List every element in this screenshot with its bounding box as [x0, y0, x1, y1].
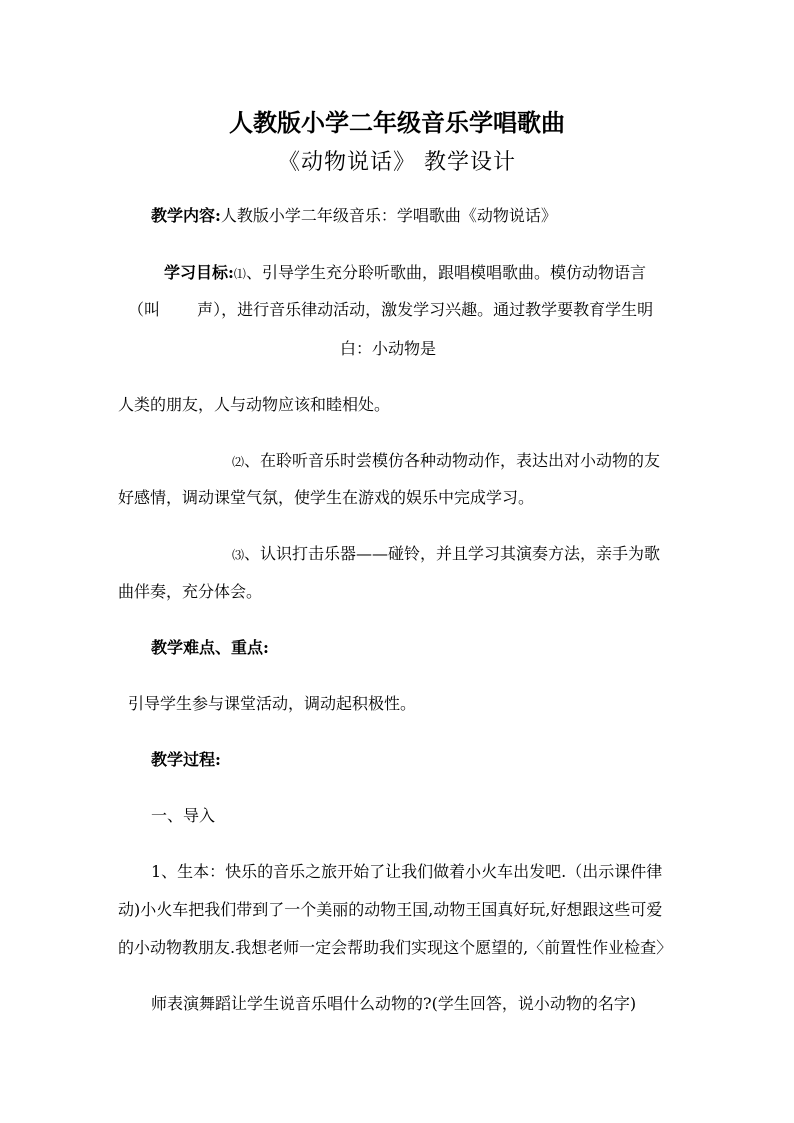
- goal3-text1: 、认识打击乐器——碰铃，并且学习其演奏方法，亲手为歌: [244, 544, 661, 563]
- goals-label: 学习目标:: [164, 263, 234, 282]
- goal1-text1: 、引导学生充分聆听歌曲，跟唱模唱歌曲。模仿动物语言: [245, 263, 646, 282]
- difficulty-text: 引导学生参与课堂活动，调动起积极性。: [128, 694, 417, 713]
- goal3-number: ⑶: [232, 548, 245, 562]
- goal3-line1: [232, 544, 660, 565]
- goal1-line4: 人类的朋友，人与动物应该和睦相处。: [118, 395, 391, 414]
- content-text: 人教版小学二年级音乐：学唱歌曲《动物说话》: [220, 206, 557, 225]
- content-paragraph: [151, 206, 557, 226]
- goal1-line3: 白：小动物是: [340, 339, 437, 358]
- item2-text: 师表演舞蹈让学生说音乐唱什么动物的?(学生回答，说小动物的名字): [151, 994, 637, 1013]
- goal1-line1: [164, 263, 646, 284]
- goal3-line2: 曲伴奏，充分体会。: [118, 582, 263, 601]
- section-intro-heading: 一、导入: [151, 806, 216, 825]
- goal1-number: ⑴: [233, 267, 246, 281]
- goal2-line1: [232, 451, 660, 472]
- difficulty-label: 教学难点、重点:: [151, 638, 269, 657]
- item1-line2: 动)小火车把我们带到了一个美丽的动物王国,动物王国真好玩,好想跟这些可爱: [118, 900, 663, 919]
- item1-line1: 1、生本：快乐的音乐之旅开始了让我们做着小火车出发吧.（出示课件律: [151, 862, 663, 881]
- goal1-line2: （叫 声），进行音乐律动活动，激发学习兴趣。通过教学要教育学生明: [128, 300, 654, 319]
- document-title: 人教版小学二年级音乐学唱歌曲: [229, 108, 565, 137]
- goal2-number: ⑵: [232, 455, 245, 469]
- item1-line3: 的小动物教朋友.我想老师一定会帮助我们实现这个愿望的,〈前置性作业检查〉: [118, 938, 673, 957]
- content-label: 教学内容:: [151, 206, 221, 225]
- process-label: 教学过程:: [151, 750, 221, 769]
- document-subtitle: 《动物说话》 教学设计: [278, 150, 516, 175]
- goal2-line2: 好感情，调动课堂气氛，使学生在游戏的娱乐中完成学习。: [118, 488, 535, 507]
- goal2-text1: 、在聆听音乐时尝模仿各种动物动作，表达出对小动物的友: [244, 451, 661, 470]
